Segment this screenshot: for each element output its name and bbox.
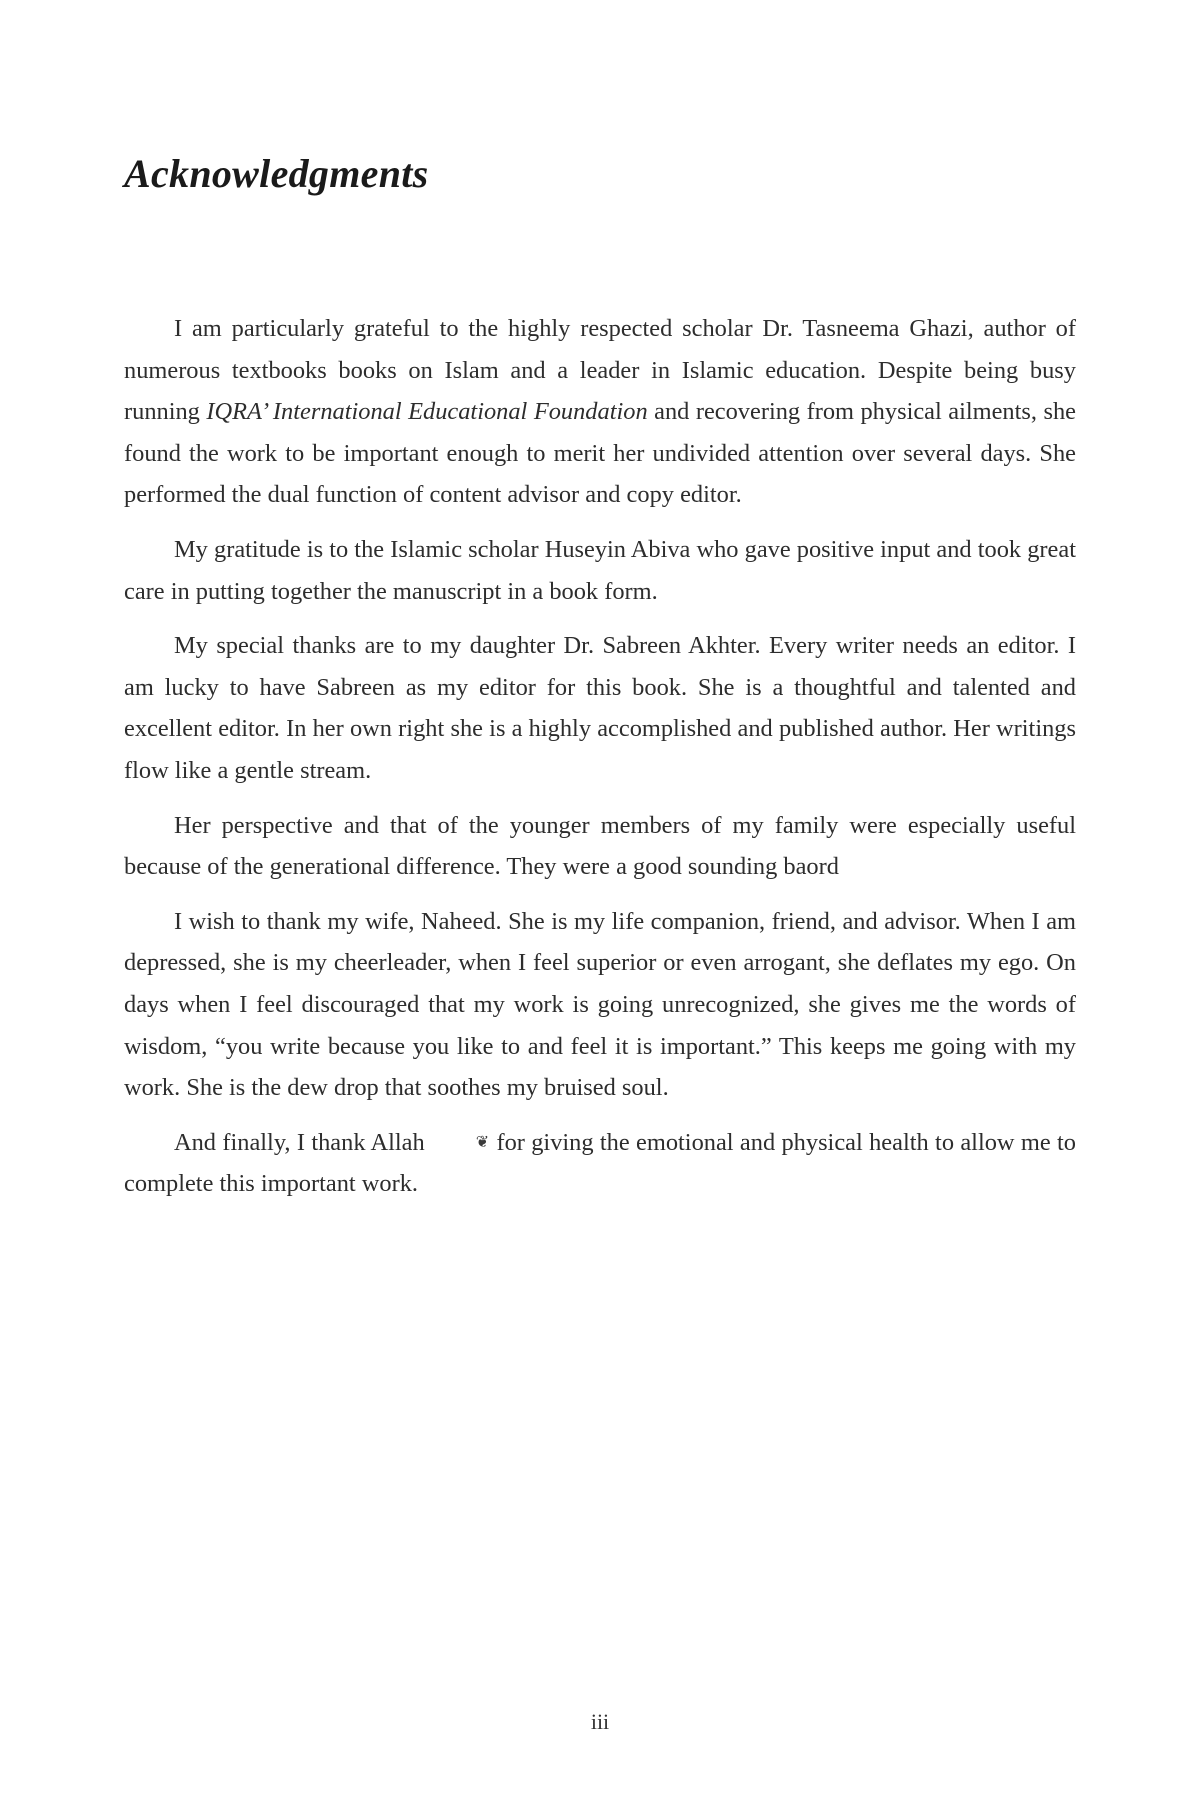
paragraph-text: And finally, I thank Allah (174, 1128, 425, 1156)
page-number: iii (590, 1709, 610, 1734)
paragraph-allah (124, 1122, 1076, 1205)
paragraph-huseyin-abiva: My gratitude is to the Islamic scholar Huseyin Abiva who gave positive input and took great care in putting together the manuscript in a book form. (124, 535, 1076, 605)
paragraph-text: I am particularly grateful to the highly respected scholar Dr. Tasneema Ghazi, author of numerous textbooks books on Islam and a leader in Islamic education. Despite being busy running (124, 315, 1076, 426)
paragraph-text: for giving the emotional and physical health to allow me to complete this important work. (124, 1128, 1076, 1198)
paragraph-tasneema-ghazi (124, 308, 1076, 516)
acknowledgments-body (124, 308, 1076, 1218)
page-title: Acknowledgments (124, 151, 429, 196)
paragraph-naheed: I wish to thank my wife, Naheed. She is my life companion, friend, and advisor. When I am depressed, she is my cheerleader, when I feel superior or even arrogant, she deflates my ego. On days when I feel discouraged that my work is going unrecognized, she gives me the words of wisdom, “you write because you like to and feel it is important.” This keeps me going with my work. She is the dew drop that soothes my bruised soul. (124, 907, 1076, 1102)
paragraph-text: and recovering from physical ailments, she found the work to be important enough to merit her undivided attention over several days. She performed the dual function of content advisor and copy editor. (124, 398, 1076, 509)
paragraph-family: Her perspective and that of the younger members of my family were especially useful because of the generational difference. They were a good sounding baord (124, 811, 1076, 881)
foundation-name: IQRA’ International Educational Foundation (206, 398, 648, 426)
paragraph-sabreen-akhter: My special thanks are to my daughter Dr. Sabreen Akhter. Every writer needs an editor. I am lucky to have Sabreen as my editor for this book. She is a thoughtful and talented and excellent editor. In her own right she is a highly accomplished and published author. Her writings flow like a gentle stream. (124, 632, 1076, 784)
honorific-glyph-icon: ❦ (475, 1133, 490, 1151)
